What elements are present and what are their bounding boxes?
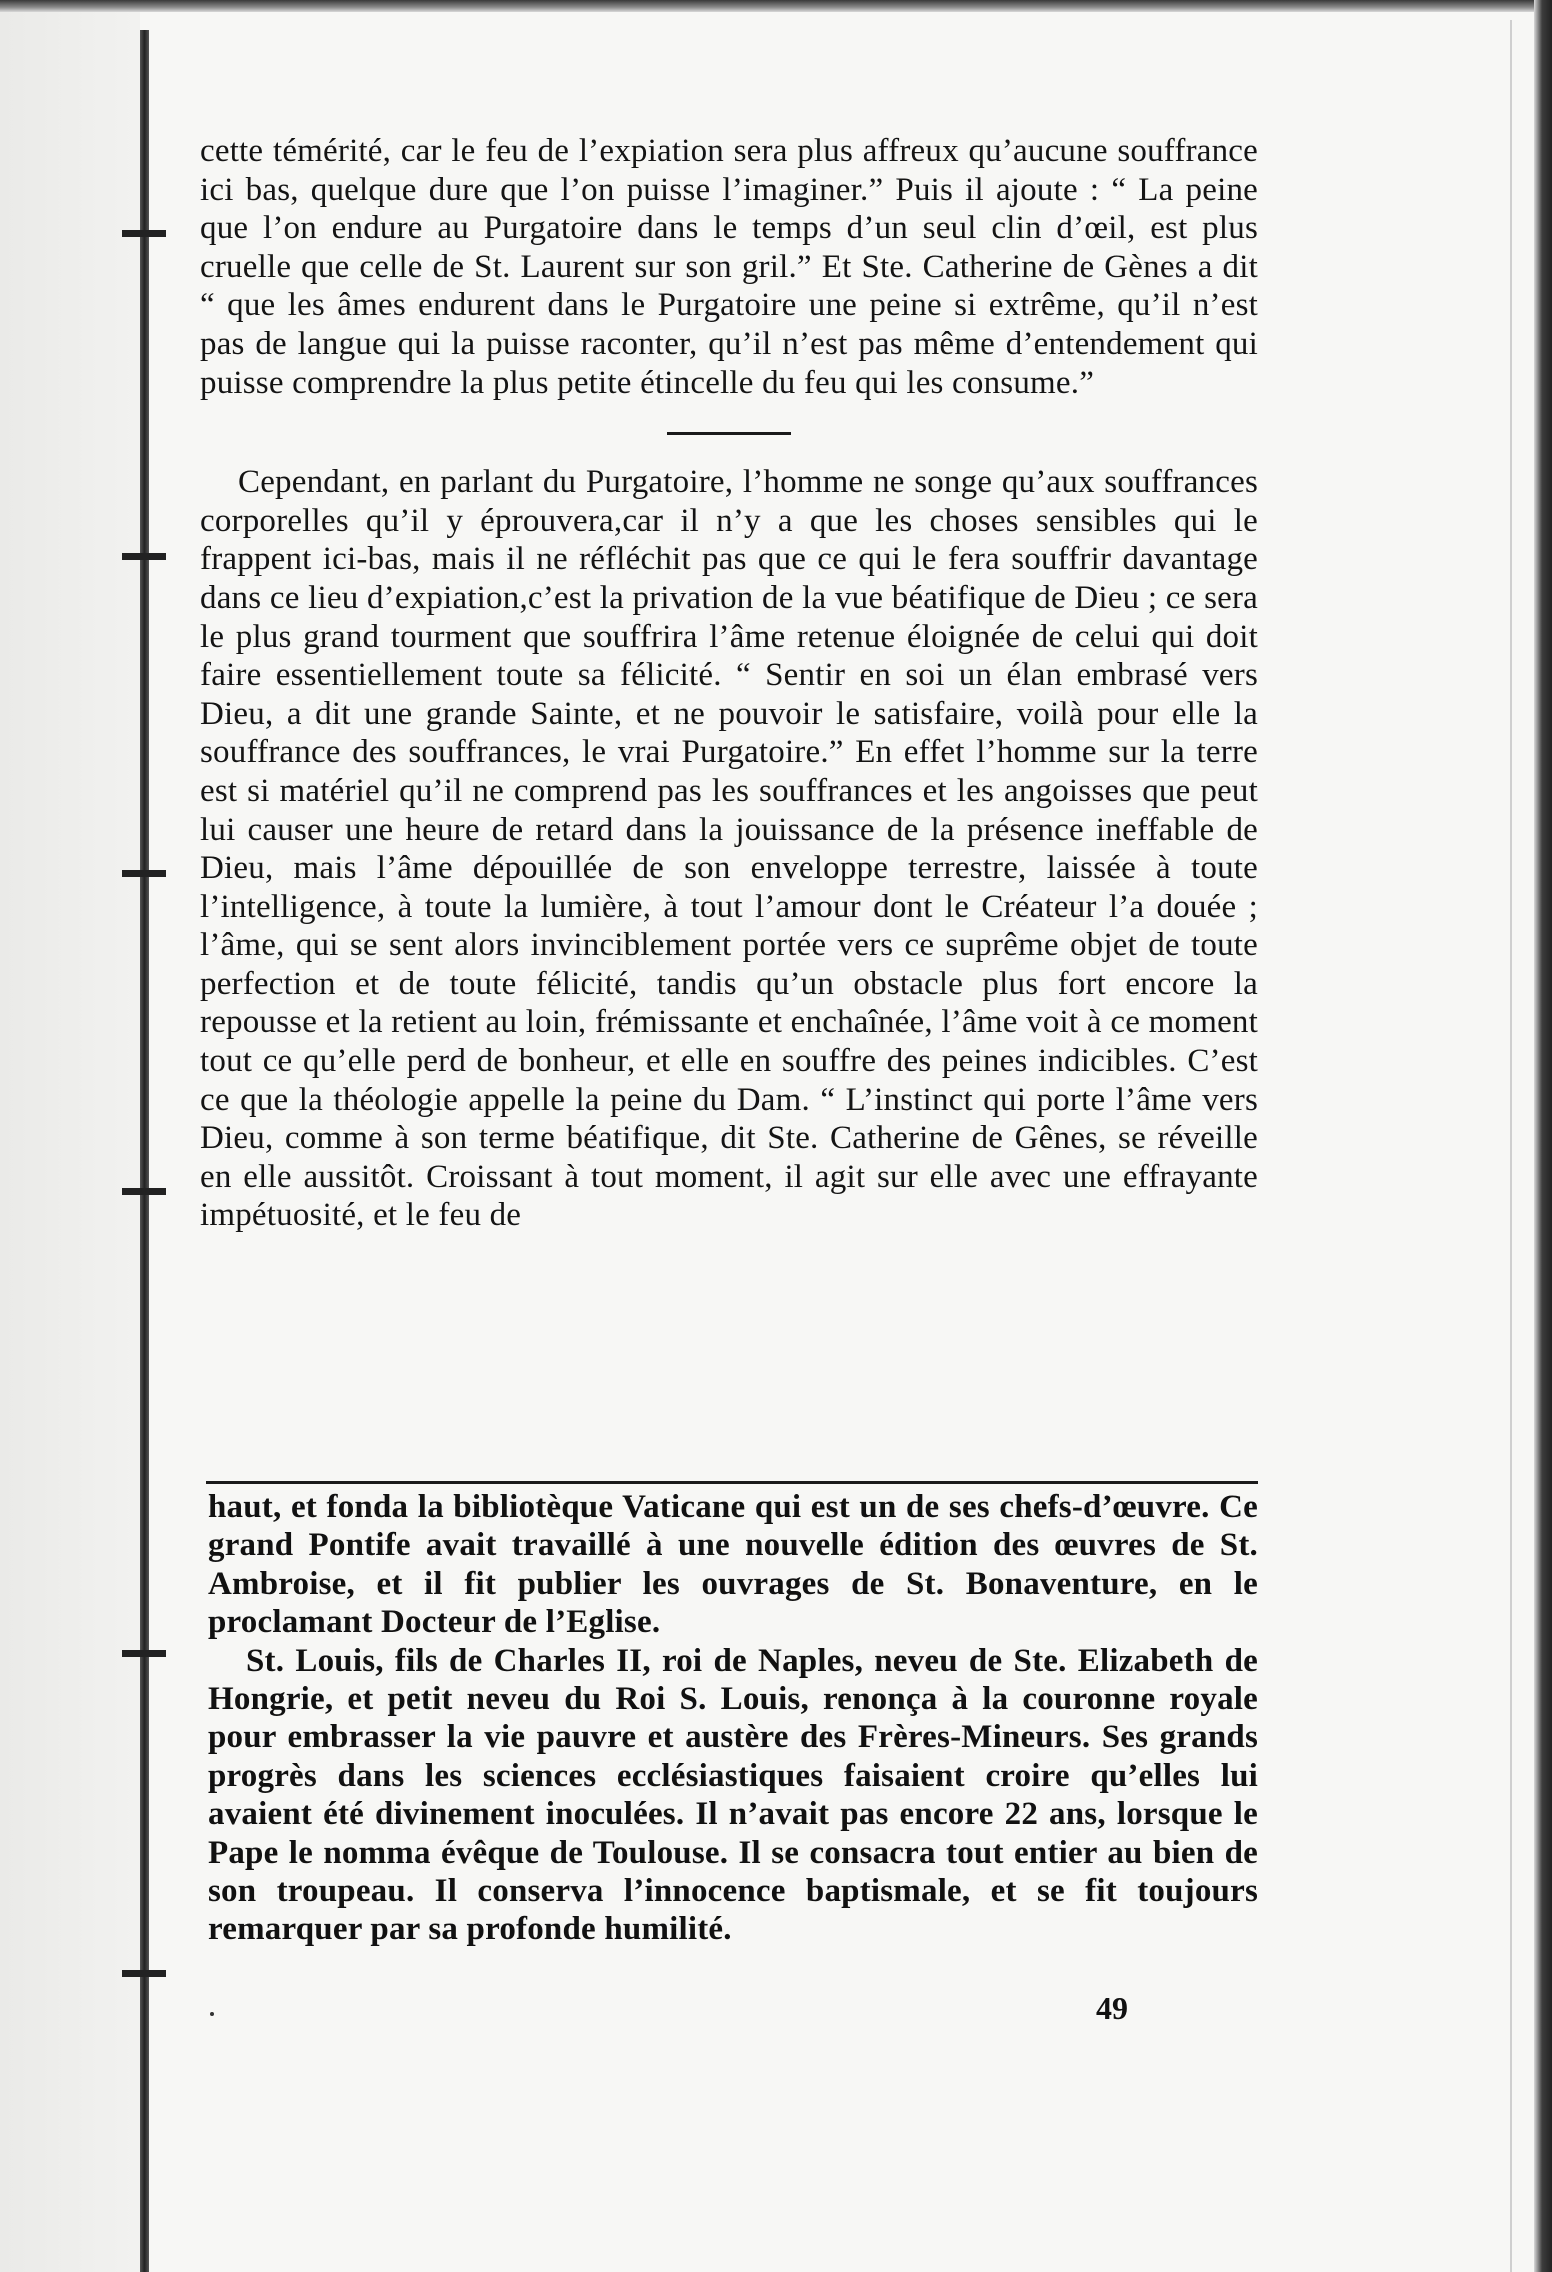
section-separator — [667, 432, 791, 435]
page-gutter — [0, 0, 140, 2272]
scan-top-border — [0, 0, 1552, 12]
footnote-block — [208, 1488, 1258, 1949]
binding-stitch — [122, 1650, 166, 1657]
paragraph-purgatoire: Cependant, en parlant du Purgatoire, l’homme ne songe qu’aux souffrances corporelles qu’il y éprouvera,car il n’y a que les choses sensibles qui le frappent ici-bas, mais il ne réfléchit pas que ce qui le fera souffrir davantage dans ce lieu d’expiation,c’est la privation de la vue béatifique de Dieu ; ce sera le plus grand tourment que souffrira l’âme retenue éloignée de celui qui doit faire essentiellement toute sa félicité. “ Sentir en soi un élan embrasé vers Dieu, a dit une grande Sainte, et ne pouvoir le satisfaire, voilà pour elle la souffrance des souffrances, le vrai Purgatoire.” En effet l’homme sur la terre est si matériel qu’il ne comprend pas les souffrances et les angoisses que peut lui causer une heure de retard dans la jouissance de la présence ineffable de Dieu, mais l’âme dépouillée de son enveloppe terrestre, laissée à toute l’intelligence, à toute la lumière, à tout l’amour dont le Créateur l’a douée ; l’âme, qui se sent alors invinciblement portée vers ce suprême objet de toute perfection et de toute félicité, tandis qu’un obstacle plus fort encore la repousse et la retient au loin, frémissante et enchaînée, l’âme voit à ce moment tout ce qu’elle perd de bonheur, et elle en souffre des peines indicibles. C’est ce que la théologie appelle la peine du Dam. “ L’instinct qui porte l’âme vers Dieu, comme à son terme béatifique, dit Ste. Catherine de Gênes, se réveille en elle aussitôt. Croissant à tout moment, il agit sur elle avec une effrayante impétuosité, et le feu de — [200, 464, 1258, 1234]
binding-stitch — [122, 553, 166, 560]
binding-stitch — [122, 870, 166, 877]
binding-stitch — [122, 1970, 166, 1977]
footnote-paragraph-st-louis: St. Louis, fils de Charles II, roi de Naples, neveu de Ste. Elizabeth de Hongrie, et petit neveu du Roi S. Louis, renonça à la couronne royale pour embrasser la vie pauvre et austère des Frères-Mineurs. Ses grands progrès dans les sciences ecclésiastiques faisaient croire qu’elles lui avaient été divinement inoculées. Il n’avait pas encore 22 ans, lorsque le Pape le nomma évêque de Toulouse. Il se consacra tout entier au bien de son troupeau. Il conserva l’innocence baptismale, et se fit toujours remarquer par sa profonde humilité. — [208, 1642, 1258, 1948]
scan-right-border — [1534, 0, 1552, 2272]
stray-ink-dot — [210, 2012, 214, 2016]
binding-stitch — [122, 1188, 166, 1195]
paragraph-expiation-quote: cette témérité, car le feu de l’expiation sera plus affreux qu’aucune souffrance ici bas, quelque dure que l’on puisse l’imaginer.” Puis il ajoute : “ La peine que l’on endure au Purgatoire dans le temps d’un seul clin d’œil, est plus cruelle que celle de St. Laurent sur son gril.” Et Ste. Catherine de Gènes a dit “ que les âmes endurent dans le Purgatoire une peine si extrême, qu’il n’est pas de langue qui la puisse raconter, qu’il n’est pas même d’entendement qui puisse comprendre la plus petite étincelle du feu qui les consume.” — [200, 133, 1258, 401]
page-right-edge-line — [1510, 20, 1512, 2272]
main-text-block — [200, 132, 1258, 1235]
page-number: 49 — [1096, 1990, 1128, 2026]
footnote-rule — [206, 1481, 1258, 1484]
binding-stitch — [122, 230, 166, 237]
footnote-paragraph-pontife: haut, et fonda la bibliotèque Vaticane qui est un de ses chefs-d’œuvre. Ce grand Pontife avait travaillé à une nouvelle édition des œuvres de St. Ambroise, et il fit publier les ouvrages de St. Bonaventure, en le proclamant Docteur de l’Eglise. — [208, 1489, 1258, 1641]
binding-thread — [140, 30, 149, 2272]
